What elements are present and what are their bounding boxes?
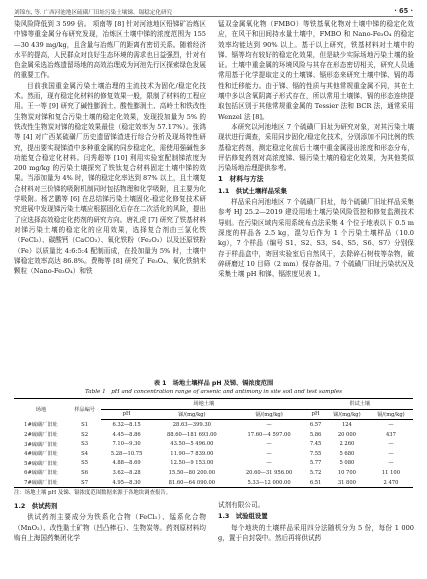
cell: 28.63—399.30 — [172, 421, 211, 428]
section-heading-1: 1 材料与方法 — [218, 175, 264, 184]
cell: 5.86 — [309, 431, 322, 438]
cell: 7.55 — [309, 450, 322, 457]
cell: — — [388, 450, 394, 457]
cell: 3#硫磺厂旧址 — [24, 441, 58, 448]
header-page-number: · 65 · — [394, 7, 413, 15]
cell: — — [388, 421, 394, 428]
table-row — [14, 459, 413, 469]
paragraph: 每个地块的土壤样品采用四分法随机分为 5 份，每份 1 000 g，置于自封袋中。然后再将供试药 — [218, 523, 414, 542]
col-header-sb: 锑/(mg/kg) — [325, 409, 369, 420]
cell: S3 — [81, 441, 88, 448]
col-header-cd: 镉/(mg/kg) — [369, 409, 413, 420]
header-authors: 刘锦东, 等. 广西河池地区硫磺厂旧址污染土壤锑、镉稳定化研究 — [14, 10, 173, 16]
cell: — — [388, 441, 394, 448]
cell: 10 700 — [337, 469, 356, 476]
cell: 5 680 — [339, 450, 355, 457]
cell: 5#硫磺厂旧址 — [24, 460, 58, 467]
cell: 17.60—4 597.00 — [247, 431, 291, 438]
right-column — [218, 19, 414, 279]
table-row — [14, 420, 413, 430]
cell: 124 — [341, 421, 352, 428]
table-row — [14, 478, 413, 488]
cell: S6 — [81, 469, 88, 476]
left-column-bottom — [14, 500, 206, 543]
cell: 3.62—8.28 — [112, 469, 141, 476]
table-row — [14, 430, 413, 440]
table-note: 注：场地土壤 pH 及锑、镉浓度范围数据来源于各地块调查报告。 — [14, 490, 172, 497]
table-caption: 表 1 场地土壤样品 pH 及锑、镉浓度范围 — [153, 380, 274, 387]
cell: 437 — [386, 431, 396, 438]
cell: 5.72 — [309, 469, 322, 476]
cell: 88.60—181 693.00 — [166, 431, 217, 438]
col-header-site: 场地 — [14, 399, 68, 420]
cell: 5 080 — [339, 460, 355, 467]
cell: 6.32—8.15 — [112, 421, 141, 428]
col-header-field-soil: 场地土壤 — [101, 399, 306, 410]
cell: 1#硫磺厂旧址 — [24, 422, 58, 429]
table-row — [14, 449, 413, 459]
col-header-ph: pH — [101, 409, 152, 420]
cell: 12.50—9 153.00 — [170, 460, 214, 467]
cell: 4.95—8.30 — [101, 478, 152, 488]
paragraph: 锰双金属氧化物（FMBO）等铁基氧化物对土壤中锑的稳定化效应，在风干和田间持水量土壤中，FMBO 和 Nano-Fe₃O₄ 的稳定效率均能达到 90% 以上。基于以上研究，铁基材料对土壤中的锑、镉等均有较好的稳定化效果，但是缺少实际场地污染土壤的验证。土壤中重金属的环境风险与其存在形态密切相关，研究人员通常用基于化学提取定义的土壤锑、镉形态来研究土壤中锑、镉的毒性和迁移能力。由于锑、镉的性质与其他常规重金属不同，其在土壤中多以含氧阴离子形式存在，所以常用土壤锑、镉的形态连续提取包括区别于其他常规重金属的 Tessier 法和 BCR 法，通常采用 Wenzel 法 [8]。 — [218, 20, 414, 121]
left-column — [14, 19, 206, 276]
cell: — — [388, 460, 394, 467]
cell: — — [266, 441, 272, 448]
header-rule — [14, 16, 413, 17]
paragraph: 本研究以河池地区 7 个硫磺厂旧址为研究对象，对其污染土壤现状进行调查，采用同步固化/稳定化技术，分别添加不同比例的铁基稳定药剂，测定稳定化前后土壤中重金属浸出浓度和形态分布，评估修复药剂对高浓度锑、镉污染土壤的稳定化效果，为其他类似污染场地治理提供参考。 — [218, 122, 414, 173]
cell: 5.77 — [309, 460, 322, 467]
cell: 5.28—10.75 — [110, 450, 143, 457]
cell: 7#硫磺厂旧址 — [14, 478, 68, 488]
col-header-sample: 样品编号 — [68, 399, 101, 420]
cell: 7.10—9.30 — [112, 441, 141, 448]
col-header-sb: 锑/(mg/kg) — [152, 409, 232, 420]
cell: 81.60—64 090.00 — [152, 478, 232, 488]
cell: 11 100 — [381, 469, 401, 476]
cell: S2 — [81, 431, 88, 438]
cell: 20 000 — [337, 431, 356, 438]
cell: 6.57 — [309, 421, 322, 428]
section-heading-1-1: 1.1 供试土壤样品采集 — [218, 186, 287, 195]
cell: — — [266, 460, 272, 467]
cell: — — [266, 421, 272, 428]
col-header-cd: 镉/(mg/kg) — [232, 409, 307, 420]
section-heading-1-2: 1.2 供试药剂 — [14, 502, 58, 510]
paragraph: 样品采自河池地区 7 个硫磺厂旧址，每个硫磺厂旧址样品采集参考 HJ 25.2—2019 建设用地土壤污染风险管控和修复监测技术导则。在污染区域内采用系统布点法采集 4 个位于地表以下 0.5 m 深度的样品各 2.5 kg，混匀后作为 1 个污染土壤样品（10.0 kg），7 个样品（编号 S1、S2、S3、S4、S5、S6、S7）分别保存于样品盒中，寄回实验室后自然风干，去除碎石树枝等杂物，破碎研磨过 10 目筛（2 mm）保存备用。7 个硫磺厂旧址污染状况及采集土壤 pH 和锑、镉浓度见表 1。 — [218, 198, 414, 279]
col-header-ph: pH — [306, 409, 325, 420]
cell: 2 260 — [339, 441, 355, 448]
cell: 2 470 — [369, 478, 413, 488]
cell: 6.51 — [306, 478, 325, 488]
cell: 43.50—5 496.00 — [170, 441, 214, 448]
paragraph: 染风险降低到 3 599 倍。 项南等 [8] 针对河池地区铅锑矿冶炼区中锑等重金属分布研究发现，冶炼区土壤中锑的浓度范围为 155—30 439 mg/kg，且含量与冶炼厂的距离有密切关系。随着经济水平的提高，人民群众对良好生态环境的需求也日益强烈，针对有色金属采选冶炼遗留场地的高效治理成为河池先行区探索绿色发展的重要工作。 — [14, 20, 206, 80]
cell: 2#硫磺厂旧址 — [24, 432, 58, 439]
cell: 4.88—8.69 — [112, 460, 141, 467]
paragraph: 供试药剂主要成分为铁系化合物（FeCl₃）、锰系化合物（MnO₂）、改性黏土矿物（凹凸棒石）、生物炭等。药剂原材料均购自上海国药集团化学 — [14, 513, 206, 542]
section-heading-1-3: 1.3 试验组设置 — [218, 512, 268, 521]
cell: 6#硫磺厂旧址 — [24, 470, 58, 477]
data-table — [14, 398, 413, 488]
cell: S7 — [68, 478, 101, 488]
table-1 — [14, 380, 413, 497]
cell: 4.45—8.86 — [112, 431, 141, 438]
col-header-test-soil: 供试土壤 — [306, 399, 413, 410]
cell: 5.33—12 000.00 — [232, 478, 307, 488]
cell: 31 800 — [325, 478, 369, 488]
cell: S1 — [81, 421, 88, 428]
table-caption-en: Table 1 pH and concentration range of arsenic and antimony in site soil and test samples — [84, 389, 342, 395]
right-column-bottom — [218, 500, 414, 543]
paragraph: 试剂有限公司。 — [218, 501, 265, 509]
cell: S4 — [81, 450, 88, 457]
table-row — [14, 468, 413, 478]
cell: — — [266, 450, 272, 457]
cell: 11.90—7 839.00 — [170, 450, 214, 457]
cell: 20.60—31 956.00 — [245, 469, 293, 476]
table-row — [14, 439, 413, 449]
cell: 7.45 — [309, 441, 322, 448]
cell: 15.50—80 200.00 — [168, 469, 216, 476]
paragraph: 目前我国重金属污染土壤治理的主流技术为固化/稳定化技术。然而，现有稳定化材料的修复效果一般，限制了材料的工程应用。王一等 [9] 研究了碱性膨润土、酸性膨润土、高岭土和铁改性生物炭对锑和复合污染土壤的稳定化效果，发现投加量为 5% 的铁改性生物炭对锑的稳定效果最佳（稳定效率为 57.17%）。张鸿等 [4] 对广西某硫磺厂历史遗留锑渣进行综合分析及现场特性研究，提出要实现锑渣中多种重金属的同步稳定化，需使用强碱性多功能复合稳定化材料。闫秀超等 [10] 利用实验室配制锑浓度为 200 mg/kg 的污染土壤探究了铁钛复合材料固定土壤中锑的效果。当添加量为 4% 时，锑的稳定化率达到 87% 以上，且土壤复合材料对三价锑的吸附机制同时包括物理和化学吸附，且主要为化学吸附。杨艺鹏等 [6] 在总结锑污染土壤固化-稳定化修复技术研究进展中发现锑污染土壤应根据固化后存在二次活化的风险，提出了应选择高效稳定化药剂的研究方向。唐礼虎 [7] 研究了铁基材料对锑污染土壤的稳定化的应用效果，选择复合剂由三氯化铁（FeCl₃）、碳酸钙（CaCO₃）、氧化铁粉（Fe₂O₃）以及还原铁粉（Fe）以质量比 4:6:5:4 配制而成，在投加量为 5% 时，土壤中锑稳定效率高达 86.8%。费梅等 [8] 研究了 Fe₃O₄、氧化铁纳米颗粒（Nano-Fe₃O₄）和铁 — [14, 81, 206, 276]
cell: 4#硫磺厂旧址 — [24, 451, 58, 458]
cell: S5 — [81, 460, 88, 467]
